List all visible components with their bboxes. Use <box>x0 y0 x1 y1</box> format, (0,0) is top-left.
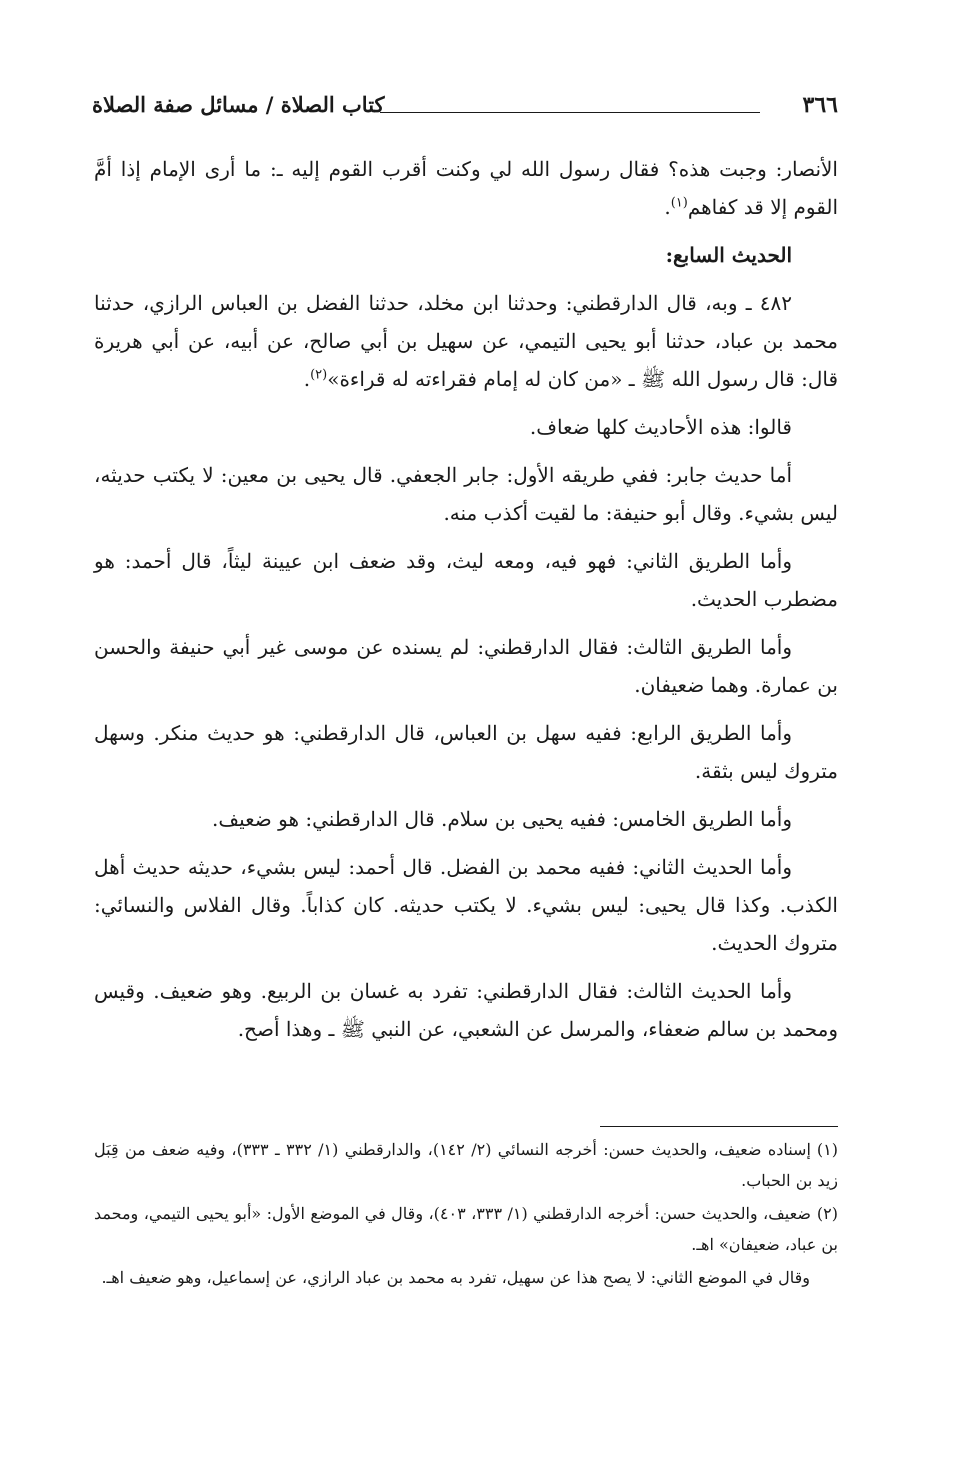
paragraph-6: وأما الطريق الثالث: فقال الدارقطني: لم يسنده عن موسى غير أبي حنيفة والحسن بن عمارة. وهما ضعيفان. <box>94 635 838 697</box>
paragraph-3: قالوا: هذه الأحاديث كلها ضعاف. <box>529 415 792 439</box>
section-heading: الحديث السابع: <box>665 243 792 267</box>
paragraph-5: وأما الطريق الثاني: فهو فيه، ومعه ليث، وقد ضعف ابن عيينة ليثاً، قال أحمد: هو مضطرب الحديث. <box>94 549 838 611</box>
paragraph-4: أما حديث جابر: ففي طريقه الأول: جابر الجعفي. قال يحيى بن معين: لا يكتب حديثه، ليس بشيء. وقال أبو حنيفة: ما لقيت أكذب منه. <box>94 463 838 525</box>
footnote-ref-2: (٢) <box>310 367 328 383</box>
paragraph-7: وأما الطريق الرابع: ففيه سهل بن العباس، قال الدارقطني: هو حديث منكر. وسهل متروك ليس بثقة. <box>94 721 838 783</box>
paragraph-8: وأما الطريق الخامس: ففيه يحيى بن سلام. قال الدارقطني: هو ضعيف. <box>212 807 792 831</box>
footnotes <box>94 1134 838 1295</box>
hadith-482: ٤٨٢ ـ وبه، قال الدارقطني: وحدثنا ابن مخلد، حدثنا الفضل بن العباس الرازي، حدثنا محمد بن عباد، حدثنا أبو يحيى التيمي، عن سهيل بن أبي صالح، عن أبيه، عن أبي هريرة قال: قال رسول الله ﷺ ـ «من كان له إمام فقراءته له قراءة»$^{(٢)}$. <box>94 291 838 391</box>
footnote-2-continued: وقال في الموضع الثاني: لا يصح هذا عن سهيل، تفرد به محمد بن عباد الرازي، عن إسماعيل، وهو ضعيف اهـ. <box>101 1268 810 1287</box>
footnote-ref-1: (١) <box>670 195 688 211</box>
main-text <box>94 150 838 1058</box>
header-rule <box>380 112 760 113</box>
page-header <box>92 92 838 124</box>
footnote-separator <box>600 1126 838 1127</box>
running-title: كتاب الصلاة / مسائل صفة الصلاة <box>92 92 385 117</box>
footnote-1: (١)إسناده ضعيف، والحديث حسن: أخرجه النسائي (٢/ ١٤٢)، والدارقطني (١/ ٣٣٢ ـ ٣٣٣)، وفيه ضعف من قِبَل زيد بن الحباب. <box>94 1140 838 1190</box>
paragraph-9: وأما الحديث الثاني: ففيه محمد بن الفضل. قال أحمد: ليس بشيء، حديثه حديث أهل الكذب. وكذا قال يحيى: ليس بشيء. لا يكتب حديثه. كان كذاباً. وقال الفلاس والنسائي: متروك الحديث. <box>94 855 838 955</box>
paragraph-1: الأنصار: وجبت هذه؟ فقال رسول الله لي وكنت أقرب القوم إليه ـ: ما أرى الإمام إذا أمَّ القوم إلا قد كفاهم$^{(١)}$. <box>94 157 838 219</box>
page-number: ٣٦٦ <box>802 92 838 118</box>
footnote-2: (٢)ضعيف، والحديث حسن: أخرجه الدارقطني (١/ ٣٣٣، ٤٠٣)، وقال في الموضع الأول: «أبو يحيى التيمي، ومحمد بن عباد، ضعيفان» اهـ. <box>94 1204 839 1254</box>
paragraph-10: وأما الحديث الثالث: فقال الدارقطني: تفرد به غسان بن الربيع. وهو ضعيف. وقيس ومحمد بن سالم ضعفاء، والمرسل عن الشعبي، عن النبي ﷺ ـ وهذا أصح. <box>94 979 838 1041</box>
